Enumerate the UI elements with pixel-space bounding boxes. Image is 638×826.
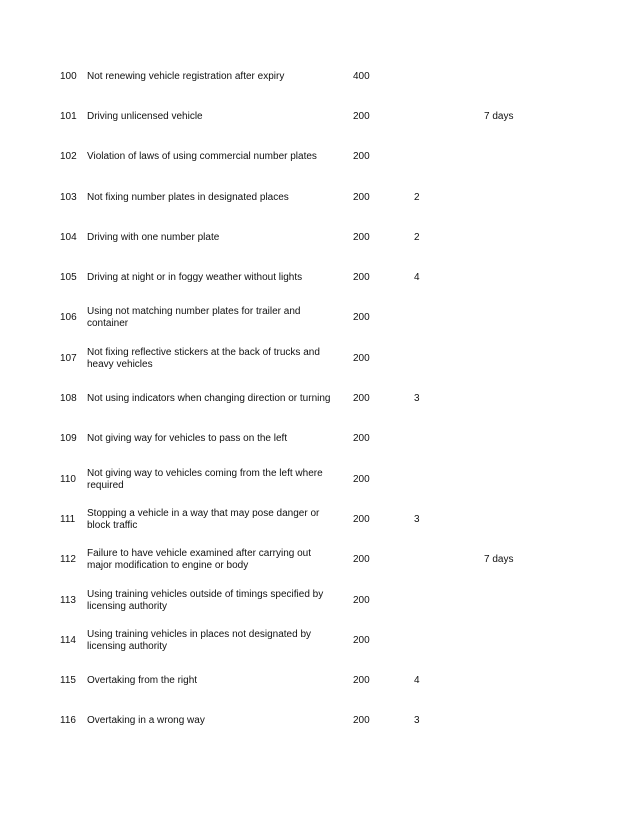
table-row xyxy=(0,419,638,459)
violation-description: Stopping a vehicle in a way that may pose danger or block traffic xyxy=(87,508,320,531)
fine-amount: 200 xyxy=(353,433,370,444)
violation-description: Overtaking in a wrong way xyxy=(87,715,205,726)
violation-description: Overtaking from the right xyxy=(87,675,198,686)
black-points: 2 xyxy=(414,232,420,243)
fine-amount: 200 xyxy=(353,393,370,404)
violation-description: Not fixing reflective stickers at the back of trucks and heavy vehicles xyxy=(87,347,320,370)
fine-amount: 200 xyxy=(353,111,370,122)
violation-number: 112 xyxy=(60,554,76,565)
violation-description: Failure to have vehicle examined after carrying out major modification to engine or body xyxy=(87,548,312,571)
suspension-period xyxy=(484,419,544,459)
fine-amount: 200 xyxy=(353,232,370,243)
violation-number: 102 xyxy=(60,151,77,162)
fine-amount: 200 xyxy=(353,715,370,726)
black-points xyxy=(414,581,444,621)
violation-number: 100 xyxy=(60,71,77,82)
black-points xyxy=(414,57,444,97)
suspension-period xyxy=(484,178,544,218)
suspension-period xyxy=(484,701,544,741)
black-points: 4 xyxy=(414,272,420,283)
violation-number: 114 xyxy=(60,635,76,646)
fine-amount: 200 xyxy=(353,595,370,606)
suspension-period: 7 days xyxy=(484,554,514,565)
violation-description: Not giving way to vehicles coming from the left where required xyxy=(87,468,323,491)
black-points: 3 xyxy=(414,514,420,525)
violation-number: 116 xyxy=(60,715,76,726)
fine-amount: 200 xyxy=(353,635,370,646)
violation-number: 106 xyxy=(60,312,77,323)
violation-description: Driving with one number plate xyxy=(87,232,220,243)
table-row xyxy=(0,218,638,258)
suspension-period xyxy=(484,500,544,540)
violation-number: 107 xyxy=(60,353,77,364)
suspension-period xyxy=(484,621,544,661)
fine-amount: 200 xyxy=(353,272,370,283)
fine-amount: 200 xyxy=(353,312,370,323)
black-points: 4 xyxy=(414,675,420,686)
fine-amount: 200 xyxy=(353,554,370,565)
violation-number: 111 xyxy=(60,514,76,525)
fine-amount: 200 xyxy=(353,353,370,364)
violation-number: 109 xyxy=(60,433,77,444)
table-row xyxy=(0,178,638,218)
suspension-period xyxy=(484,661,544,701)
violation-description: Using training vehicles outside of timings specified by licensing authority xyxy=(87,589,324,612)
violation-number: 108 xyxy=(60,393,77,404)
table-row xyxy=(0,258,638,298)
violation-number: 115 xyxy=(60,675,76,686)
violation-number: 105 xyxy=(60,272,77,283)
table-row xyxy=(0,339,638,379)
black-points: 2 xyxy=(414,192,420,203)
suspension-period: 7 days xyxy=(484,111,514,122)
violation-number: 110 xyxy=(60,474,76,485)
black-points xyxy=(414,339,444,379)
black-points: 3 xyxy=(414,393,420,404)
fine-amount: 200 xyxy=(353,192,370,203)
table-row xyxy=(0,460,638,500)
black-points xyxy=(414,419,444,459)
table-row xyxy=(0,57,638,97)
black-points xyxy=(414,621,444,661)
suspension-period xyxy=(484,57,544,97)
violation-number: 101 xyxy=(60,111,77,122)
black-points xyxy=(414,97,444,137)
violation-description: Using not matching number plates for trailer and container xyxy=(87,306,301,329)
violation-number: 113 xyxy=(60,595,76,606)
fine-amount: 200 xyxy=(353,151,370,162)
suspension-period xyxy=(484,339,544,379)
violation-description: Driving unlicensed vehicle xyxy=(87,111,203,122)
black-points xyxy=(414,298,444,338)
black-points xyxy=(414,137,444,177)
violation-description: Violation of laws of using commercial number plates xyxy=(87,151,317,162)
violation-description: Not renewing vehicle registration after expiry xyxy=(87,71,285,82)
suspension-period xyxy=(484,137,544,177)
table-row xyxy=(0,137,638,177)
violation-description: Not giving way for vehicles to pass on the left xyxy=(87,433,288,444)
fine-amount: 200 xyxy=(353,675,370,686)
violation-description: Using training vehicles in places not designated by licensing authority xyxy=(87,629,312,652)
table-row xyxy=(0,621,638,661)
suspension-period xyxy=(484,379,544,419)
violation-description: Not fixing number plates in designated places xyxy=(87,192,289,203)
fine-amount: 200 xyxy=(353,474,370,485)
suspension-period xyxy=(484,258,544,298)
table-row xyxy=(0,540,638,580)
violation-number: 103 xyxy=(60,192,77,203)
violation-description: Driving at night or in foggy weather without lights xyxy=(87,272,303,283)
black-points: 3 xyxy=(414,715,420,726)
suspension-period xyxy=(484,581,544,621)
fine-amount: 400 xyxy=(353,71,370,82)
table-row xyxy=(0,379,638,419)
table-row xyxy=(0,701,638,741)
violation-description: Not using indicators when changing direction or turning xyxy=(87,393,331,404)
suspension-period xyxy=(484,460,544,500)
table-row xyxy=(0,661,638,701)
fine-amount: 200 xyxy=(353,514,370,525)
table-row xyxy=(0,97,638,137)
table-row xyxy=(0,581,638,621)
table-row xyxy=(0,500,638,540)
table-row xyxy=(0,298,638,338)
suspension-period xyxy=(484,218,544,258)
violation-number: 104 xyxy=(60,232,77,243)
black-points xyxy=(414,540,444,580)
black-points xyxy=(414,460,444,500)
suspension-period xyxy=(484,298,544,338)
